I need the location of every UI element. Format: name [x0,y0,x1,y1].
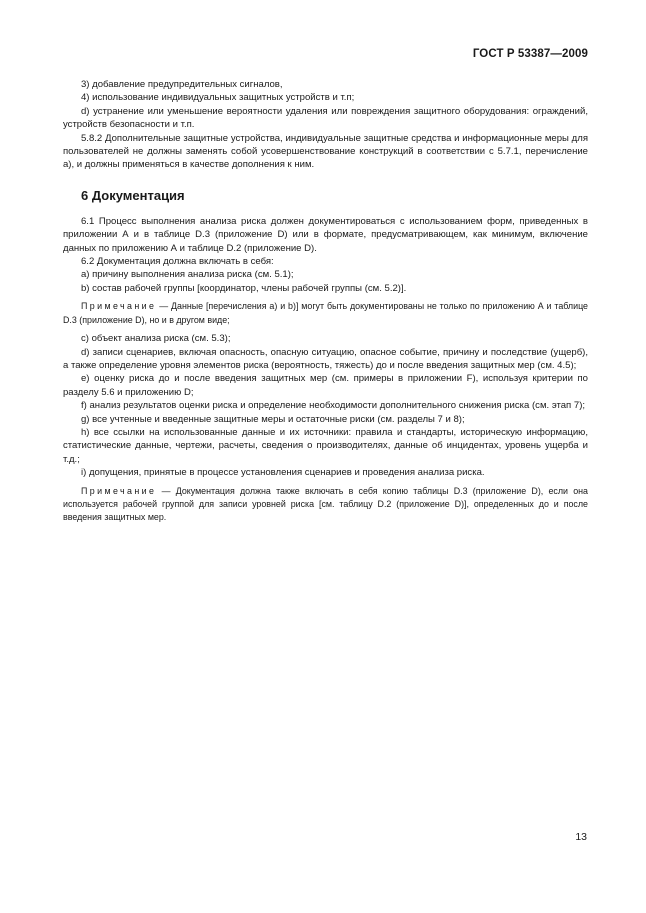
list-item: d) записи сценариев, включая опасность, опасную ситуацию, опасное событие, причину и последствие (ущерб), а также определение уровня элементов риска (вероятность, тяжесть) до и после введения защитных мер (см. 4.5); [63,346,588,371]
list-item: g) все учтенные и введенные защитные меры и остаточные риски (см. разделы 7 и 8); [81,413,465,425]
list-item: c) объект анализа риска (см. 5.3); [81,333,231,345]
note-label: Примечание [81,485,157,496]
note-label: Примечание [81,301,157,312]
section-title: 6 Документация [81,187,185,203]
list-item: i) допущения, принятые в процессе установления сценариев и проведения анализа риска. [81,467,485,479]
list-item: d) устранение или уменьшение вероятности удаления или повреждения защитного оборудования: ограждений, устройств безопасности и т.п. [63,105,588,131]
note-text: — Данные [перечисления a) и b)] могут быть документированы не только по приложению А и таблице D.3 (приложение D), но и в другом виде; [63,301,588,325]
list-item: 4) использование индивидуальных защитных устройств и т.п; [81,92,355,104]
clause-5-8-2: 5.8.2 Дополнительные защитные устройства, индивидуальные защитные средства и информационные меры для пользователей не должны заменять собой усовершенствование конструкций в соответствии с 5.7.1, перечисление a), и должны применяться в качестве дополнения к ним. [63,132,588,171]
list-item: 3) добавление предупредительных сигналов, [81,79,283,90]
document-header: ГОСТ Р 53387—2009 [472,48,588,60]
list-item: h) все ссылки на использованные данные и их источники: правила и стандарты, историческую информацию, статистические данные, чертежи, расчеты, сведения о производителях, данные об инцидентах, уровень ущерба и т.д.; [63,426,588,465]
document-body [63,78,588,525]
note-2 [63,485,588,525]
list-item: e) оценку риска до и после введения защитных мер (см. примеры в приложении F), используя критерии по разделу 5.6 и приложению D; [63,373,588,398]
clause-6-2: 6.2 Документация должна включать в себя: [81,256,274,268]
note-text: — Документация должна также включать в себя копию таблицы D.3 (приложение D), если она используется рабочей группой для записи уровней риска [см. таблицу D.2 (приложение D)], определенных до и после введения защитных мер. [63,485,588,523]
note-1 [63,300,588,327]
list-item: a) причину выполнения анализа риска (см. 5.1); [81,269,294,281]
list-item: f) анализ результатов оценки риска и определение необходимости дополнительного снижения риска (см. этап 7); [81,400,586,412]
list-item: b) состав рабочей группы [координатор, члены рабочей группы (см. 5.2)]. [81,282,407,294]
clause-6-1: 6.1 Процесс выполнения анализа риска должен документироваться с использованием форм, приведенных в приложении А и в таблице D.3 (приложение D) или в формате, предусматривающем, как минимум, включение данных по приложению А и таблице D.2 (приложение D). [63,215,588,254]
page-number: 13 [575,831,587,843]
